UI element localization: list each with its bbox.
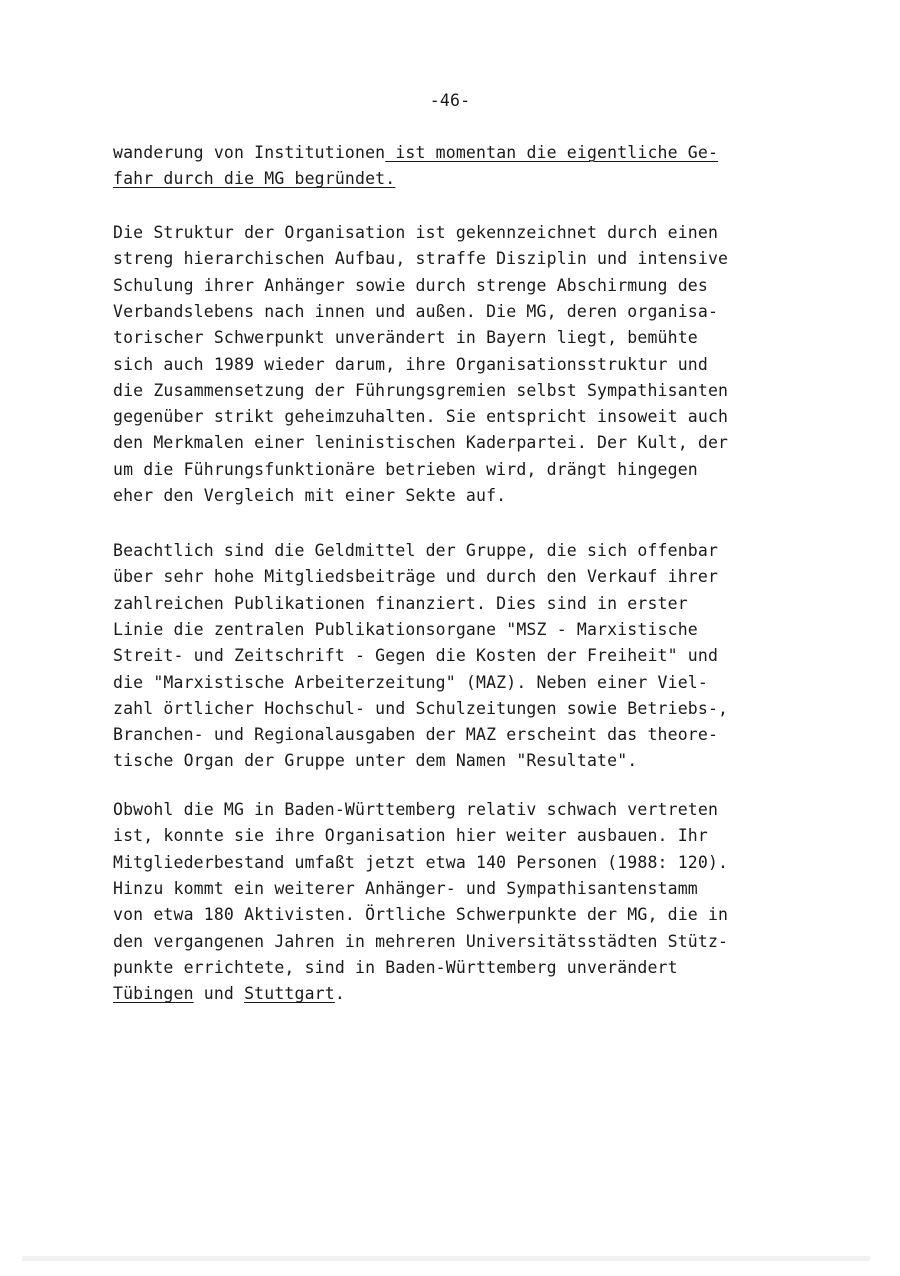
- text-segment: um die Führungsfunktionäre betrieben wird, drängt hingegen: [113, 459, 698, 479]
- text-segment: und: [193, 984, 245, 1004]
- page-number: -46-: [429, 91, 471, 110]
- text-line: [113, 430, 728, 456]
- underlined-text: fahr durch die MG begründet.: [113, 169, 396, 189]
- text-segment: Schulung ihrer Anhänger sowie durch strenge Abschirmung des: [113, 275, 708, 295]
- text-segment: von etwa 180 Aktivisten. Örtliche Schwerpunkte der MG, die in: [113, 905, 729, 925]
- text-line: [113, 246, 728, 272]
- text-segment: die "Marxistische Arbeiterzeitung" (MAZ). Neben einer Viel-: [113, 672, 708, 692]
- text-segment: den Merkmalen einer leninistischen Kaderpartei. Der Kult, der: [113, 433, 729, 453]
- text-line: [113, 591, 688, 617]
- text-segment: ist, konnte sie ihre Organisation hier weiter ausbauen. Ihr: [113, 826, 708, 846]
- text-segment: Mitgliederbestand umfaßt jetzt etwa 140 Personen (1988: 120).: [113, 852, 729, 872]
- text-line: [113, 273, 708, 299]
- text-segment: streng hierarchischen Aufbau, straffe Disziplin und intensive: [113, 249, 729, 269]
- text-segment: die Zusammensetzung der Führungsgremien selbst Sympathisanten: [113, 380, 729, 400]
- text-line: [113, 617, 698, 643]
- text-line: [113, 564, 718, 590]
- text-segment: Linie die zentralen Publikationsorgane "MSZ - Marxistische: [113, 619, 698, 639]
- text-line: [113, 404, 728, 430]
- text-line: [113, 929, 728, 955]
- text-line: [113, 352, 708, 378]
- text-line: [113, 166, 395, 192]
- text-line: [113, 850, 728, 876]
- text-line: [113, 670, 708, 696]
- text-line: [113, 643, 718, 669]
- text-line: [113, 797, 718, 823]
- text-segment: Streit- und Zeitschrift - Gegen die Kosten der Freiheit" und: [113, 646, 719, 666]
- text-line: [113, 955, 678, 981]
- text-line: [113, 902, 728, 928]
- text-segment: wanderung von Institutionen: [113, 143, 386, 162]
- underlined-text: Tübingen: [113, 984, 194, 1004]
- text-segment: Obwohl die MG in Baden-Württemberg relativ schwach vertreten: [113, 800, 719, 819]
- scan-edge: [22, 1256, 870, 1261]
- text-segment: Verbandslebens nach innen und außen. Die MG, deren organisa-: [113, 301, 719, 321]
- text-segment: tische Organ der Gruppe unter dem Namen "Resultate".: [113, 751, 638, 771]
- text-line: [113, 876, 698, 902]
- text-segment: gegenüber strikt geheimzuhalten. Sie entspricht insoweit auch: [113, 407, 729, 427]
- text-line: [113, 220, 718, 246]
- text-segment: über sehr hohe Mitgliedsbeiträge und durch den Verkauf ihrer: [113, 567, 719, 587]
- text-line: [113, 696, 728, 722]
- text-line: [113, 378, 728, 404]
- text-line: [113, 325, 698, 351]
- text-line: [113, 140, 718, 166]
- text-line: [113, 299, 718, 325]
- text-line: [113, 457, 698, 483]
- text-segment: sich auch 1989 wieder darum, ihre Organisationsstruktur und: [113, 354, 708, 374]
- text-segment: eher den Vergleich mit einer Sekte auf.: [113, 486, 507, 505]
- text-segment: den vergangenen Jahren in mehreren Universitätsstädten Stütz-: [113, 931, 729, 951]
- text-segment: Beachtlich sind die Geldmittel der Gruppe, die sich offenbar: [113, 541, 719, 560]
- text-segment: zahlreichen Publikationen finanziert. Dies sind in erster: [113, 593, 688, 613]
- text-segment: punkte errichtete, sind in Baden-Württemberg unverändert: [113, 957, 678, 977]
- text-segment: .: [334, 984, 345, 1004]
- text-segment: Die Struktur der Organisation ist gekennzeichnet durch einen: [113, 223, 719, 242]
- text-line: [113, 748, 637, 774]
- text-line: [113, 981, 345, 1007]
- text-segment: Hinzu kommt ein weiterer Anhänger- und Sympathisantenstamm: [113, 878, 698, 898]
- text-segment: zahl örtlicher Hochschul- und Schulzeitungen sowie Betriebs-,: [113, 698, 729, 718]
- underlined-text: ist momentan die eigentliche Ge-: [385, 143, 719, 162]
- text-line: [113, 538, 718, 564]
- text-line: [113, 823, 708, 849]
- underlined-text: Stuttgart: [244, 984, 335, 1004]
- text-line: [113, 483, 506, 509]
- text-line: [113, 722, 718, 748]
- text-segment: Branchen- und Regionalausgaben der MAZ erscheint das theore-: [113, 725, 719, 745]
- text-segment: torischer Schwerpunkt unverändert in Bayern liegt, bemühte: [113, 328, 698, 348]
